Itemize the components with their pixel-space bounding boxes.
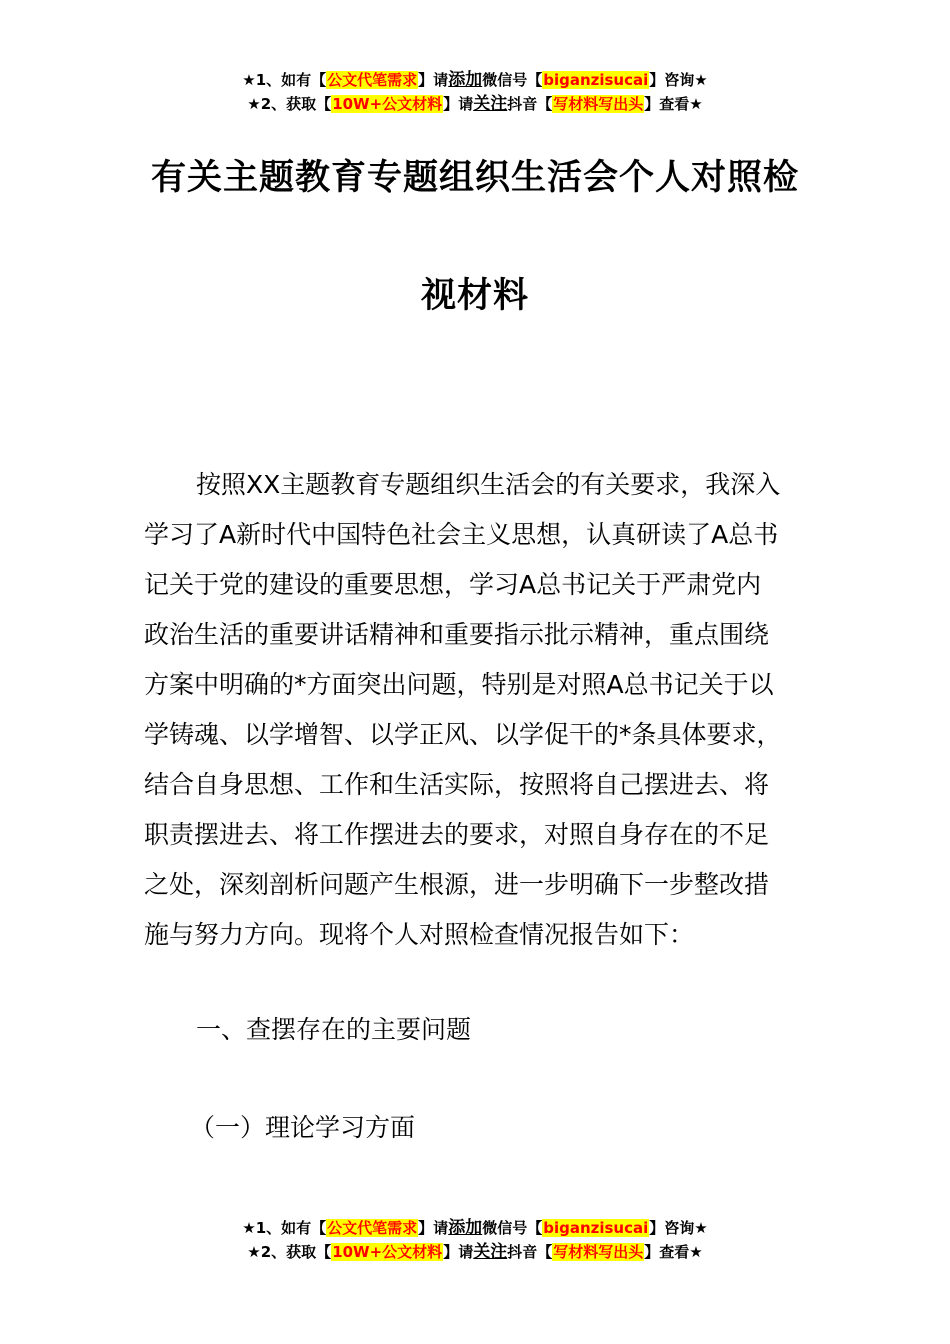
banner-line-1: ★1、如有【公文代笔需求】请添加微信号【biganzisucai】咨询★: [242, 1218, 708, 1238]
document-title-line-1: 有关主题教育专题组织生活会个人对照检: [150, 158, 799, 198]
footer-banner: [0, 1216, 950, 1264]
highlight-wechat-id: biganzisucai: [543, 71, 649, 89]
banner-line-1: ★1、如有【公文代笔需求】请添加微信号【biganzisucai】咨询★: [242, 70, 708, 90]
highlight-materials: 10W+公文材料: [332, 95, 443, 113]
highlight-materials: 10W+公文材料: [332, 1243, 443, 1261]
paragraph-line: 学习了A新时代中国特色社会主义思想，认真研读了A总书: [144, 520, 779, 549]
document-title-line-2: 视材料: [420, 276, 529, 316]
banner-line-2: ★2、获取【10W+公文材料】请关注抖音【写材料写出头】查看★: [247, 1242, 703, 1262]
highlight-douyin: 写材料写出头: [553, 95, 644, 113]
highlight-wechat-id: biganzisucai: [543, 1219, 649, 1237]
paragraph-line: 之处，深刻剖析问题产生根源，进一步明确下一步整改措: [144, 870, 770, 899]
paragraph-line: 方案中明确的*方面突出问题，特别是对照A总书记关于以: [144, 670, 774, 699]
underlined-add: 添加: [448, 1218, 483, 1238]
intro-paragraph: [144, 460, 812, 960]
header-banner: [0, 68, 950, 116]
paragraph-line: 记关于党的建设的重要思想，学习A总书记关于严肃党内: [144, 570, 762, 599]
underlined-follow: 关注: [473, 94, 508, 114]
paragraph-line: 按照XX主题教育专题组织生活会的有关要求，我深入: [196, 470, 781, 499]
paragraph-line: 政治生活的重要讲话精神和重要指示批示精神，重点围绕: [144, 620, 770, 649]
paragraph-line: 职责摆进去、将工作摆进去的要求，对照自身存在的不足: [144, 820, 770, 849]
highlight-service: 公文代笔需求: [327, 1219, 418, 1237]
underlined-add: 添加: [448, 70, 483, 90]
highlight-douyin: 写材料写出头: [553, 1243, 644, 1261]
highlight-service: 公文代笔需求: [327, 71, 418, 89]
paragraph-line: 施与努力方向。现将个人对照检查情况报告如下：: [144, 920, 695, 949]
subsection-heading-1: （一）理论学习方面: [190, 1113, 416, 1142]
underlined-follow: 关注: [473, 1242, 508, 1262]
paragraph-line: 学铸魂、以学增智、以学正风、以学促干的*条具体要求，: [144, 720, 782, 749]
banner-line-2: ★2、获取【10W+公文材料】请关注抖音【写材料写出头】查看★: [247, 94, 703, 114]
section-heading-1: 一、查摆存在的主要问题: [196, 1015, 472, 1044]
paragraph-line: 结合自身思想、工作和生活实际，按照将自己摆进去、将: [144, 770, 770, 799]
